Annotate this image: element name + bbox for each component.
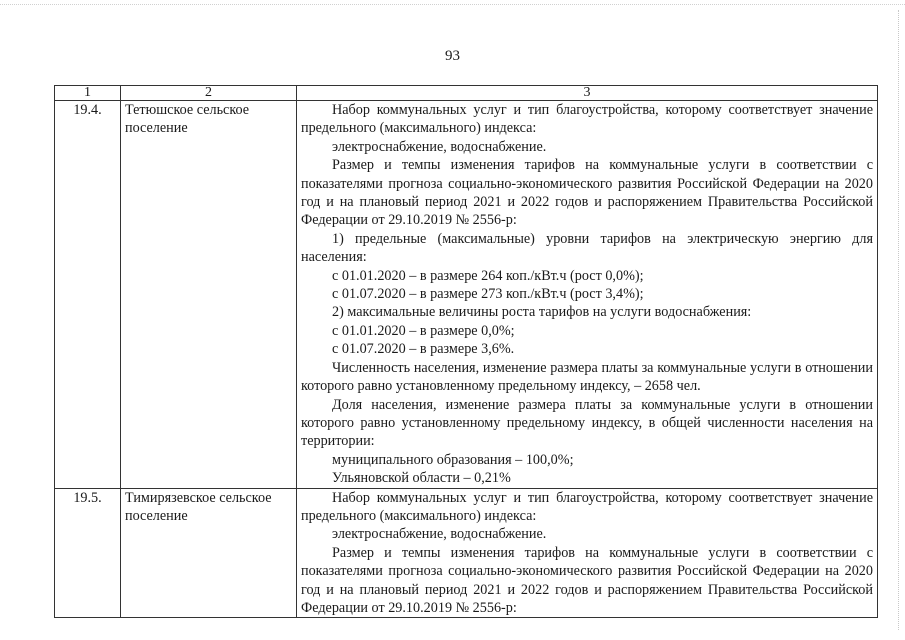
paragraph: электроснабжение, водоснабжение. — [332, 138, 547, 155]
scan-edge-marks-right — [896, 10, 899, 630]
settlement-name: Тимирязевское сельское поселение — [121, 488, 297, 618]
row-number: 19.5. — [55, 488, 121, 618]
paragraph: Размер и темпы изменения тарифов на коммунальные услуги в соответствии с показателями прогноза социально-экономического развития Российской Федерации на 2020 год и на плановый период 2021 и 2022 годов и распоряжением Правительства Российской Федерации от 29.10.2019 № 2556-р: — [301, 544, 873, 616]
table-row — [55, 101, 878, 489]
paragraph: 1) предельные (максимальные) уровни тарифов на электрическую энергию для населения: — [301, 230, 873, 266]
table-header-row — [55, 86, 878, 101]
paragraph: Набор коммунальных услуг и тип благоустройства, которому соответствует значение предельного (максимального) индекса: — [301, 102, 873, 137]
paragraph: с 01.01.2020 – в размере 264 коп./кВт.ч (рост 0,0%); — [332, 267, 644, 284]
paragraph: электроснабжение, водоснабжение. — [332, 526, 547, 543]
paragraph: 2) максимальные величины роста тарифов на услуги водоснабжения: — [332, 304, 752, 321]
scan-edge-marks — [0, 4, 905, 8]
paragraph: Ульяновской области – 0,21% — [332, 470, 511, 487]
column-header-2: 2 — [121, 86, 297, 101]
column-header-1: 1 — [55, 86, 121, 101]
paragraph: муниципального образования – 100,0%; — [332, 451, 574, 468]
page-number: 93 — [445, 48, 460, 64]
paragraph: Численность населения, изменение размера платы за коммунальные услуги в отношении которого равно установленному предельному индексу, – 2658 чел. — [301, 359, 873, 395]
row-number: 19.4. — [55, 101, 121, 489]
paragraph: Доля населения, изменение размера платы за коммунальные услуги в отношении которого равно установленному предельному индексу, в общей численности населения на территории: — [301, 396, 873, 450]
paragraph: с 01.07.2020 – в размере 273 коп./кВт.ч (рост 3,4%); — [332, 286, 644, 303]
table-row — [55, 488, 878, 618]
row-description — [297, 101, 878, 489]
paragraph: с 01.07.2020 – в размере 3,6%. — [332, 341, 515, 358]
row-description — [297, 488, 878, 618]
column-header-3: 3 — [297, 86, 878, 101]
tariff-table — [54, 85, 878, 618]
settlement-name: Тетюшское сельское поселение — [121, 101, 297, 489]
paragraph: с 01.01.2020 – в размере 0,0%; — [332, 322, 515, 339]
paragraph: Набор коммунальных услуг и тип благоустройства, которому соответствует значение предельного (максимального) индекса: — [301, 489, 873, 524]
paragraph: Размер и темпы изменения тарифов на коммунальные услуги в соответствии с показателями прогноза социально-экономического развития Российской Федерации на 2020 год и на плановый период 2021 и 2022 годов и распоряжением Правительства Российской Федерации от 29.10.2019 № 2556-р: — [301, 157, 873, 229]
